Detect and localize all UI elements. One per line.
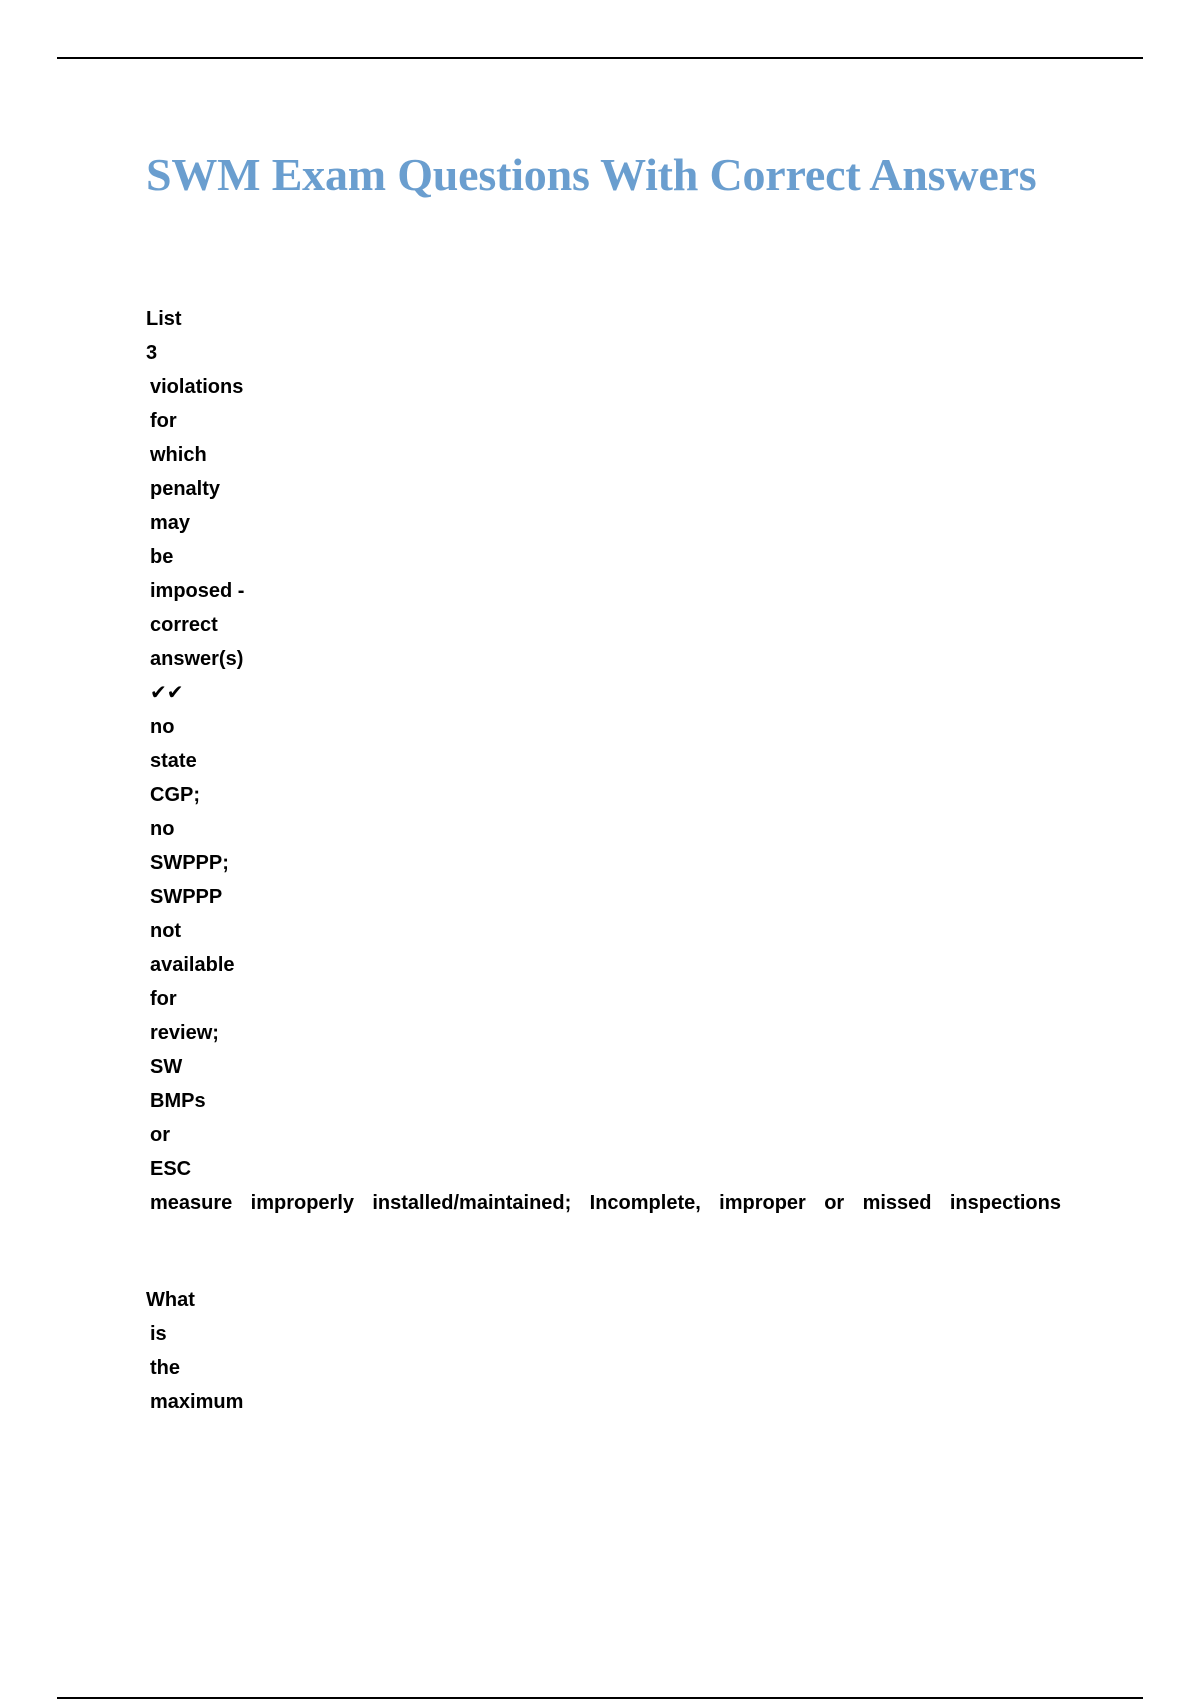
answer-word: improperly [250,1192,354,1214]
question-word: for [150,410,177,432]
question-word: penalty [150,478,221,500]
footer-rule [57,1697,1143,1699]
answer-word: inspections [949,1192,1061,1214]
answer-word: state [150,750,197,772]
question-word: which [150,444,207,466]
document-title: SWM Exam Questions With Correct Answers [146,149,1037,200]
header-rule [57,57,1143,59]
answer-last-line [146,1186,1061,1220]
answer-word: or [824,1192,845,1214]
question-word: 3 [146,342,158,364]
answer-word: BMPs [150,1090,206,1112]
question-word: violations [150,376,244,398]
question-word: imposed - [150,580,245,602]
answer-word: correct [150,614,218,636]
question-word: the [150,1357,180,1379]
question-word: is [150,1323,167,1345]
question-word: be [150,546,174,568]
check-marks: ✔✔ [150,682,184,704]
answer-word: SW [150,1056,183,1078]
answer-word: SWPPP; [150,852,229,874]
answer-word: review; [150,1022,219,1044]
answer-word: installed/maintained; [372,1192,572,1214]
question-2 [146,1283,1146,1419]
answer-word: ESC [150,1158,192,1180]
answer-word: SWPPP [150,886,223,908]
question-word: List [146,308,182,330]
answer-word: no [150,818,175,840]
answer-word: not [150,920,182,942]
answer-word: available [150,954,235,976]
answer-word: no [150,716,175,738]
answer-word: measure [150,1192,233,1214]
question-word: What [146,1289,195,1311]
question-1 [146,302,1146,1220]
question-word: may [150,512,191,534]
answer-word: Incomplete, [589,1192,701,1214]
answer-word: CGP; [150,784,200,806]
answer-word: or [150,1124,170,1146]
answer-word: missed [862,1192,932,1214]
answer-word: improper [719,1192,806,1214]
answer-word: answer(s) [150,648,244,670]
question-word: maximum [150,1391,244,1413]
answer-word: for [150,988,177,1010]
